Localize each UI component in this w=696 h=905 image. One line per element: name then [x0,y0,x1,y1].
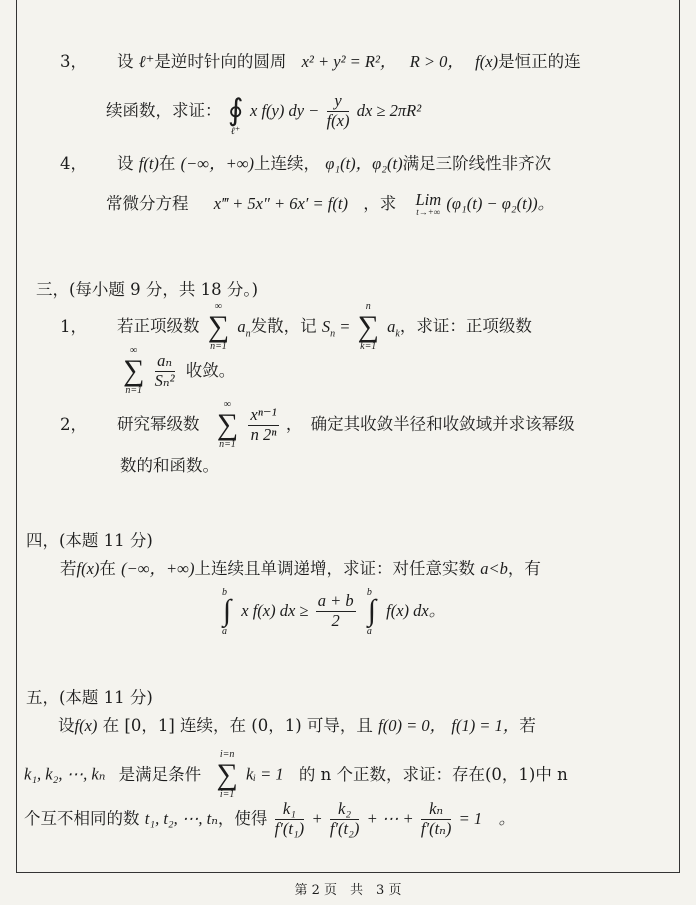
section-5-line-3: 个互不相同的数 t₁, t₂, ⋯, tₙ，使得 $\frac{\text{k₁}}{\text{f′(t₁)}}$ + $\frac{\text{k₂}}{\text{f′(t₂)}}$ + ⋯ + $\frac{\text{kₙ}}{\text{f′(tₙ)}}$ = 1 。 [24,799,516,838]
problem-3-line-1: 3， 设 ℓ⁺是逆时针向的圆周 x² + y² = R²， R > 0， f(x)是恒正的连 [60,52,581,71]
section-4-heading: 四，(本题 11 分) [26,531,153,550]
section-3-heading: 三，(每小题 9 分，共 18 分。) [36,280,259,299]
problem-3-2-line-2: 数的和函数。 [120,456,219,475]
problem-3-line-2: 续函数，求证： ∮ ℓ⁺ x f(y) dy − $\frac{y}{f(x)}$ dx ≥ 2πR² [106,91,422,138]
section-4-line-1: 若f(x)在 (−∞，+∞)上连续且单调递增，求证：对任意实数 a<b，有 [60,559,541,578]
problem-3-2-line-1: 2， 研究幂级数 ∞ ∑ n=1 $\frac{\text{xⁿ⁻¹}}{\text{n 2ⁿ}}$ ， 确定其收敛半径和收敛域并求该幂级 [60,399,575,450]
problem-4-line-1: 4， 设 f(t)在 (−∞，+∞)上连续， φ₁(t)，φ₂(t)满足三阶线性非齐次 [60,154,552,173]
problem-3-1-line-2: ∞ ∑ n=1 $\frac{\text{aₙ}}{\text{Sₙ²}}$ 收敛。 [123,345,236,396]
page-footer: 第 2 页 共 3 页 [294,883,402,898]
problem-3-1-line-1: 1， 若正项级数 ∞ ∑ n=1 $a_n$发散，记 $S_n$ = n ∑ k=1 $a_k$，求证：正项级数 [60,301,532,352]
section-5-heading: 五，(本题 11 分) [26,688,153,707]
problem-4-line-2: 常微分方程 x‴ + 5x″ + 6x′ = f(t) ，求 Lim t→+∞ (φ₁(t) − φ₂(t))。 [106,189,555,218]
section-5-line-1: 设f(x) 在 [0，1] 连续，在 (0，1) 可导，且 f(0) = 0， f(1) = 1，若 [58,716,536,735]
section-5-line-2: k₁, k₂, ⋯, kₙ 是满足条件 i=n ∑ i=1 kᵢ = 1 的 n 个正数，求证：存在(0，1)中 n [24,749,568,800]
section-4-inequality: b ∫ a x f(x) dx ≥ $\frac{a + b}{2}$ b ∫ a f(x) dx。 [222,587,446,638]
